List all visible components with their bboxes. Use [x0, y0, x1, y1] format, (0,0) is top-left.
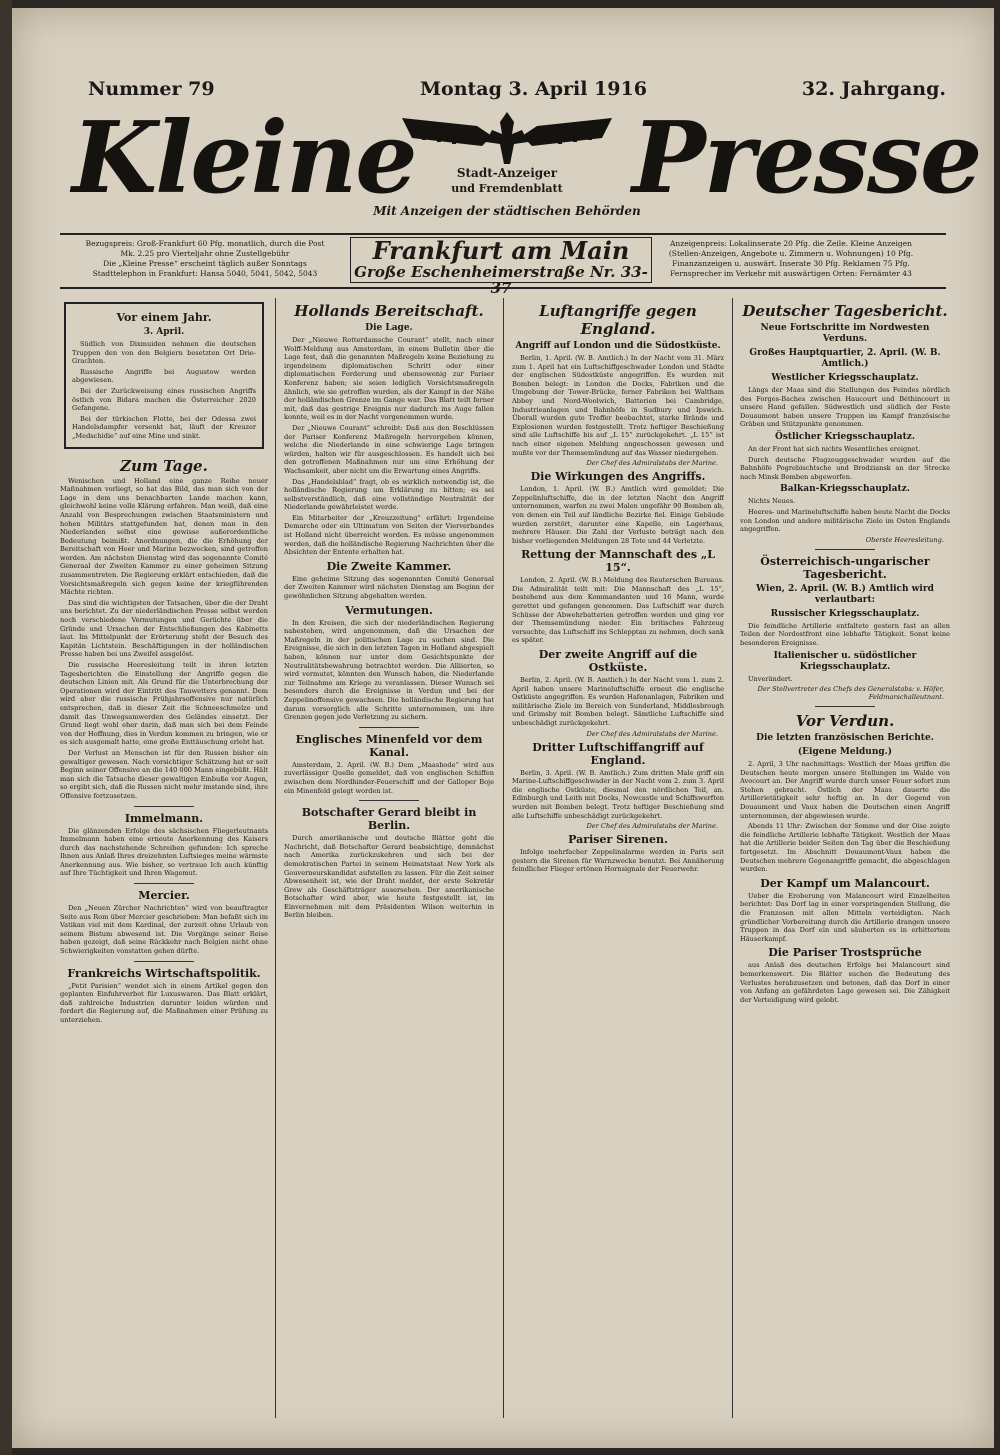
article-subheadline: Neue Fortschritte im Nordwesten Verduns. [760, 323, 930, 344]
info-bar [60, 233, 946, 297]
article-headline: Mercier. [138, 889, 190, 903]
article-headline: Die Zweite Kammer. [326, 559, 452, 573]
article-paragraph: Der Verlust an Menschen ist für den Russen bisher ein gewaltiger gewesen. Nach vorsichtiger Schätzung hat er seit Beginn seiner Offensive an die 140 000 Mann eingebüßt. Hält man sich die Tatsache dieser gewaltigen Einbuße vor Augen, so ergibt sich, daß die Russen nicht mehr imstande sind, ihre Offensive fortzusetzen. [60, 748, 268, 800]
masthead [72, 101, 981, 222]
year-ago-date: 3. April. [143, 327, 185, 337]
article-headline: Die Wirkungen des Angriffs. [530, 470, 706, 484]
article-paragraph: In den Kreisen, die sich der niederländischen Regierung nahestehen, wird angenommen, daß die Ursachen der Maßregeln in der politischen Lage zu suchen sind. Die Ereignisse, die sich in den letzten Tagen in Holland abgespielt haben, können nur unter dem Gesichtspunkte der Neutralitätsbewahrung betrachtet werden. Die Alliierten, so wird vermutet, könnten den Wunsch haben, die Niederlande zur Teilnahme am Kriege zu veranlassen. Dieser Wunsch sei besonders durch die Ereignisse in Verdun und bei der Zeppelinoffensive gewachsen. Die holländische Regierung hat darum vorsorglich alle Schritte unternommen, um ihre Grenzen gegen jede Verletzung zu sichern. [284, 618, 494, 722]
article-paragraph: Die feindliche Artillerie entfaltete gestern fast an allen Teilen der Nordostfront eine lebhafte Tätigkeit. Sonst keine besonderen Ereignisse. [740, 621, 950, 647]
column-2 [284, 298, 494, 1428]
section-divider [134, 806, 194, 807]
issue-date: Montag 3. April 1916 [420, 78, 647, 100]
advertising-line: Finanzanzeigen u. auswärt. Inserate 30 Pfg. Reklamen 75 Pfg. [672, 259, 910, 268]
column-rule [732, 298, 733, 1418]
city-name: Frankfurt am Main [372, 236, 630, 265]
article-paragraph: Berlin, 2. April. (W. B. Amtlich.) In der Nacht vom 1. zum 2. April haben unsere Marineluftschiffe erneut die englische Ostküste angegriffen. Es wurden Hafenanlagen, Fabriken und militärische Ziele im Bereich von Sunderland, Middlesbrough und Grimsby mit Bomben belegt. Sämtliche Luftschiffe sind unbeschädigt zurückgekehrt. [512, 676, 724, 727]
column-3 [512, 298, 724, 1428]
eagle-emblem-icon [382, 108, 632, 168]
article-subheadline: Die letzten französischen Berichte. [756, 733, 934, 744]
article-paragraph: Unverändert. [748, 674, 793, 683]
masthead-subtitle-3: Mit Anzeigen der städtischen Behörden [373, 204, 641, 218]
article-signature: Der Chef des Admiralstabs der Marine. [586, 822, 718, 831]
year-ago-paragraph: Bei der Zurückweisung eines russischen Angriffs östlich von Bidara machen die Österreicher 2020 Gefangene. [72, 386, 256, 413]
column-4 [740, 298, 950, 1428]
masthead-title-right: Presse [632, 101, 981, 216]
advertising-line: Fernsprecher im Verkehr mit auswärtigen Orten: Fernämter 43 [670, 269, 912, 278]
article-paragraph: „Petit Parisien“ wendet sich in einem Artikel gegen den geplanten Einfuhrverbot für Luxuswaren. Das Blatt erklärt, daß zahlreiche Industrien darunter leiden würden und fordert die Regierung auf, die Maßnahmen einer Prüfung zu unterziehen. [60, 981, 268, 1024]
article-signature: Der Chef des Admiralstabs der Marine. [586, 459, 718, 468]
subscription-line: Stadttelephon in Frankfurt: Hansa 5040, 5041, 5042, 5043 [92, 269, 318, 278]
article-headline: Botschafter Gerard bleibt in Berlin. [301, 806, 477, 833]
article-headline: Rettung der Mannschaft des „L 15“. [521, 548, 715, 575]
theater-heading: Östlicher Kriegsschauplatz. [774, 431, 915, 442]
article-signature: Der Chef des Admiralstabs der Marine. [586, 729, 718, 738]
theater-heading: Italienischer u. südöstlicher Kriegsschauplatz. [773, 650, 917, 672]
article-paragraph: Abends 11 Uhr: Zwischen der Somme und der Oise zeigte die feindliche Artillerie lebhafte Tätigkeit. Westlich der Maas hat die Artillerie beider Seiten den Tag über die Beschießung fortgesetzt. Im Abschnitt Douaumont-Vaux haben die Deutschen mehrere Gegenangriffe gemacht, die abgeschlagen wurden. [740, 822, 950, 874]
article-headline: Österreichisch-ungarischer Tagesbericht. [760, 554, 930, 581]
article-paragraph: Infolge mehrfacher Zeppelinalarme werden in Paris seit gestern die Sirenen für Warnzwecke benutzt. Bei Annäherung feindlicher Flieger ertönen Hornsignale der Feuerwehr. [512, 848, 724, 874]
article-paragraph: Ein Mitarbeiter der „Kreuzzeitung“ erfährt: Irgendeine Demarche oder ein Ultimatum von Seiten der Vierverbandes ist Holland nicht überreicht worden. Es müsse angenommen werden, daß die holländische Regierung Nachrichten über die Absichten der Entente erhalten hat. [284, 513, 494, 557]
article-paragraph: Berlin, 1. April. (W. B. Amtlich.) In der Nacht vom 31. März zum 1. April hat ein Luftschiffgeschwader London und Städte der englischen Südostküste angegriffen. Es wurden mit Bomben belegt: in London die Docks, Fabriken und die Umgebung der Tower-Brücke, ferner Fabriken bei Waltham Abbey und Nord-Woolwich, Batterien bei Cambridge, Industrieanlagen und Bahnhöfe in Sudbury und Ipswich. Überall wurden gute Treffer beobachtet, starke Brände und Explosionen wurden festgestellt. Trotz heftiger Beschießung sind alle Luftschiffe bis auf „L 15“ zurückgekehrt. „L 15“ ist nach einer eigenen Meldung angeschossen gewesen und mußte vor der Themsemündung auf das Wasser niedergehen. [512, 354, 724, 457]
year-ago-paragraph: Russische Angriffe bei Augustow werden abgewiesen. [72, 367, 256, 385]
column-rule [503, 298, 504, 1418]
article-dateline: Großes Hauptquartier, 2. April. (W. B. Amtlich.) [749, 348, 941, 369]
article-dateline: Wien, 2. April. (W. B.) Amtlich wird verlautbart: [756, 583, 934, 605]
article-paragraph: An der Front hat sich nichts Wesentliches ereignet. [748, 444, 921, 453]
subscription-info [70, 239, 340, 279]
masthead-subtitle-2: und Fremdenblatt [451, 182, 563, 195]
masthead-title-left: Kleine [72, 101, 416, 216]
publisher-address: Große Eschenheimerstraße Nr. 33-37 [354, 263, 648, 297]
page-edge-shadow [0, 0, 12, 1455]
article-subheadline: Angriff auf London und die Südostküste. [515, 341, 721, 351]
article-signature: Oberste Heeresleitung. [865, 535, 944, 544]
issue-number: Nummer 79 [88, 78, 215, 100]
volume-year: 32. Jahrgang. [801, 78, 946, 100]
masthead-emblem [373, 108, 641, 218]
article-headline: Vor Verdun. [795, 712, 895, 731]
article-paragraph: Der „Nieuwe Courant“ schreibt: Daß aus den Beschlüssen der Pariser Konferenz Maßregeln hervorgehen können, welche die Niederlande in eine schwierige Lage bringen würden, halten wir für ausgeschlossen. Es handelt sich bei den getroffenen Maßnahmen nur um eine Erhöhung der Wachsamkeit, aber nicht um die Erwartung eines Angriffs. [284, 423, 494, 475]
article-paragraph: Berlin, 3. April. (W. B. Amtlich.) Zum dritten Male griff ein Marine-Luftschiffgeschwader in der Nacht vom 2. zum 3. April die englische Ostküste, diesmal den nördlichen Teil, an. Edinburgh und Leith mit Docks, Newcastle und Schiffswerften wurden mit Bomben belegt. Trotz heftiger Beschießung sind alle Luftschiffe unbeschädigt zurückgekehrt. [512, 768, 724, 820]
section-divider [359, 727, 419, 728]
article-paragraph: Das „Handelsblad“ fragt, ob es wirklich notwendig ist, die holländische Regierung um Erklärung zu bitten; es sei selbstverständlich, daß eine vollständige Neutralität der Niederlande gewährleistet werde. [284, 477, 494, 512]
article-subheadline: Die Lage. [365, 323, 413, 333]
article-paragraph: Eine geheime Sitzung des sogenannten Comité Generaal der Zweiten Kammer wird nächsten Dienstag am Beginn der gewöhnlichen Sitzung abgehalten werden. [284, 574, 494, 601]
article-headline: Luftangriffe gegen England. [539, 302, 697, 338]
article-note: (Eigene Meldung.) [797, 747, 893, 758]
article-headline: Die Pariser Trostsprüche [768, 946, 922, 960]
advertising-info [646, 239, 936, 279]
article-headline: Zum Tage. [120, 456, 208, 475]
article-headline: Deutscher Tagesbericht. [742, 302, 948, 320]
article-headline: Der zweite Angriff auf die Ostküste. [538, 648, 698, 675]
publisher-box [350, 236, 652, 297]
article-columns [60, 298, 950, 1428]
article-paragraph: Wenischen und Holland eine ganze Reihe neuer Maßnahmen vorliegt, so hat das Bild, das man sich von der Lage in dem uns benachbarten Lande machen kann, gleichwohl keine volle Klärung erfahren. Man weiß, daß eine Anzahl von Besprechungen zwischen Staatsministern und hohen Militärs stattgefunden hat, denen man in den Niederlanden selbst eine gewisse außerordentliche Bedeutung beimißt. Anordnungen, die die Erhöhung der Bereitschaft von Heer und Marine bezwecken, sind getroffen worden. Am nächsten Dienstag wird das sogenannte Comité Generaal der Zweiten Kammer zu einer geheimen Sitzung zusammentreten. Die Regierung erklärt entschieden, daß die Vorsichtsmaßregeln sich gegen keine der kriegführenden Mächte richten. [60, 476, 268, 597]
article-paragraph: Durch deutsche Flugzeuggeschwader wurden auf die Bahnhöfe Pogrebischtsche und Brodziansk an der Strecke nach Minsk Bomben abgeworfen. [740, 455, 950, 481]
article-headline: Frankreichs Wirtschaftspolitik. [67, 966, 261, 980]
article-headline: Der Kampf um Malancourt. [760, 876, 930, 890]
article-paragraph: aus Anlaß des deutschen Erfolgs bei Malancourt sind bemerkenswert. Die Blätter suchen die Bedeutung des Verlustes herabzusetzen und betonen, daß das Dorf in einer von Anfang an gefährdeten Lage gewesen sei. Die Zähigkeit der Verteidigung wird gelobt. [740, 961, 950, 1004]
advertising-line: (Stellen-Anzeigen, Angebote u. Zimmern u. Wohnungen) 10 Pfg. [668, 249, 914, 258]
column-rule [275, 298, 276, 1418]
article-paragraph: Die russische Heeresleitung teilt in ihren letzten Tagesberichten die Einstellung der Angriffe gegen die deutschen Linien mit. Als Grund für die Unterbrechung der Operationen wird der Eintritt des Tauwetters genannt. Dem wird aber die russische Frühjahrsoffensive nur natürlich entsprechen, daß in dieser Zeit die Schneeschmelze und damit das Unwegsamwerden des Geländes einsetzt. Der Grund liegt wohl eher darin, daß man sich bei dem Feinde von der Hoffnung, dies in Verdun kommen zu bringen, wie er es sich ausgemalt hatte, eine große Enttäuschung erlebt hat. [60, 661, 268, 747]
section-divider [134, 961, 194, 962]
article-paragraph: Heeres- und Marineluftschiffe haben heute Nacht die Docks von London und andere militärische Ziele im Osten Englands angegriffen. [740, 507, 950, 534]
article-paragraph: Der „Nieuwe Rotterdamsche Courant“ stellt, nach einer Wolff-Meldung aus Amsterdam, in einem Bulletin über die Lage fest, daß die genannten Maßregeln keine Beziehung zu irgendeinem diplomatischen Schritt oder einer diplomatischen Forderung und ebensowenig zur Pariser Konferenz haben; sie seien lediglich Vorsichtsmaßregeln ähnlich, wie sie getroffen wurden, als der Kampf in der Nähe der holländischen Grenze im Gange war. Das Blatt teilt ferner mit, daß das gestrige Ereignis nur dadurch ins Auge fallen konnte, weil es in der Nacht vorgenommen wurde. [284, 336, 494, 422]
column-1 [60, 298, 268, 1428]
article-headline: Vermutungen. [345, 603, 433, 617]
article-paragraph: Nichts Neues. [748, 497, 796, 506]
year-ago-box [64, 302, 264, 449]
article-headline: Dritter Luftschiffangriff auf England. [532, 740, 704, 767]
year-ago-paragraph: Bei der türkischen Flotte, bei der Odessa zwei Handelsdampfer versenkt hat, läuft der Kreuzer „Medschidie“ auf eine Mine und sinkt. [72, 414, 256, 440]
subscription-line: Die „Kleine Presse“ erscheint täglich außer Sonntags [103, 259, 307, 268]
article-paragraph: Längs der Maas sind die Stellungen des Feindes nördlich des Forges-Baches zwischen Haucourt und Béthincourt in unsere Hand gefallen. Südwestlich und südlich der Feste Douaumont haben unsere Truppen im Kampf französische Gräben und Stützpunkte genommen. [740, 386, 950, 429]
article-paragraph: Die glänzenden Erfolge des sächsischen Fliegerleutnants Immelmann haben eine erneute Anerkennung des Kaisers durch das nachstehende Schreiben gefunden: Ich spreche Ihnen aus Anlaß Ihres dreizehnten Luftsieges meine wärmste Anerkennung aus. Wie bisher, so vertraue Ich auch künftig auf Ihre Tüchtigkeit und Ihren Wagemut. [60, 826, 268, 878]
theater-heading: Balkan-Kriegsschauplatz. [780, 484, 910, 495]
article-headline: Pariser Sirenen. [568, 833, 668, 847]
article-paragraph: Ueber die Eroberung von Malancourt wird Einzelheiten berichtet: Das Dorf lag in einer vorspringenden Stellung, die die Franzosen mit allen Mitteln verteidigten. Nach gründlicher Vorbereitung durch die Artillerie drangen unsere Truppen in das Dorf ein und säuberten es in erbittertem Häuserkampf. [740, 891, 950, 943]
subscription-line: Bezugspreis: Groß-Frankfurt 60 Pfg. monatlich, durch die Post [85, 239, 325, 248]
theater-heading: Russischer Kriegsschauplatz. [770, 608, 920, 619]
advertising-line: Anzeigenpreis: Lokalinserate 20 Pfg. die Zeile. Kleine Anzeigen [670, 239, 912, 248]
section-divider [815, 549, 875, 550]
article-headline: Immelmann. [124, 811, 204, 825]
article-headline: Englisches Minenfeld vor dem Kanal. [295, 732, 483, 759]
article-headline: Hollands Bereitschaft. [294, 302, 484, 320]
section-divider [815, 706, 875, 707]
article-paragraph: Amsterdam, 2. April. (W. B.) Dem „Maasbode“ wird aus zuverlässiger Quelle gemeldet, daß von englischen Schiffen zwischen dem Nordhinder-Feuerschiff und der Galloper Boje ein Minenfeld gelegt worden ist. [284, 760, 494, 795]
year-ago-title: Vor einem Jahr. [116, 311, 212, 324]
article-paragraph: London, 2. April. (W. B.) Meldung des Reuterschen Bureaus. Die Admiralität teilt mit: Die Mannschaft des „L 15“, bestehend aus dem Kommandanten und 16 Mann, wurde gerettet und gefangen genommen. Das Luftschiff war durch Schüsse der Abwehrbatterien getroffen worden und ging vor der Themsemündung nieder. Ein britisches Fahrzeug versuchte, das Luftschiff ins Schlepptau zu nehmen, doch sank es später. [512, 576, 724, 645]
year-ago-paragraph: Südlich von Dixmuiden nehmen die deutschen Truppen den von den Belgiern besetzten Ort Drie-Grachten. [72, 340, 256, 366]
theater-heading: Westlicher Kriegsschauplatz. [771, 373, 919, 383]
section-divider [359, 800, 419, 801]
article-paragraph: Das sind die wichtigsten der Tatsachen, über die der Draht uns berichtet. Zu der niederländischen Presse selbst werden noch verschiedene Vermutungen und Gerüchte über die Gründe und Ursachen der Entschließungen des Kabinetts laut. Im Mittelpunkt der Erörterung steht der Besuch des Kapitän Lichtstein. Beschäftigungen in der holländischen Presse haben bei uns Zweifel ausgelöst. [60, 598, 268, 659]
article-paragraph: London, 1. April. (W. B.) Amtlich wird gemeldet: Die Zeppelinluftschiffe, die in der letzten Nacht den Angriff unternommen, warfen zu zwei Malen ungefähr 90 Bomben ab, von denen ein Teil auf ländliche Bezirke fiel. Einige Gebäude wurden zerstört, darunter eine Kapelle, ein Lagerhaus, mehrere Häuser. Die Zahl der Verluste beträgt nach den bisher vorliegenden Meldungen 28 Tote und 44 Verletzte. [512, 485, 724, 545]
article-paragraph: 2. April, 3 Uhr nachmittags: Westlich der Maas griffen die Deutschen heute morgen unsere Stellungen im Walde von Avocourt an. Der Angriff wurde durch unser Feuer sofort zum Stehen gebracht. Östlich der Maas dauerte die Artillerietätigkeit sehr heftig an. In der Gegend von Douaumont und Vaux haben die Deutschen einen Angriff unternommen, der abgewiesen wurde. [740, 760, 950, 820]
section-divider [134, 883, 194, 884]
subscription-line: Mk. 2.25 pro Vierteljahr ohne Zustellgebühr [120, 249, 290, 258]
newspaper-page [12, 8, 994, 1448]
article-paragraph: Den „Neuen Zürcher Nachrichten“ wird von beauftragter Seite aus Rom über Mercier geschrieben: Man befaßt sich im Vatikan viel mit dem Kardinal, der zurzeit ohne Urlaub von seinem Bistum abwesend ist. Die Vorgänge seiner Reise haben gezeigt, daß seine Rückkehr nach Belgien nicht ohne Schwierigkeiten vonstatten gehen dürfte. [60, 904, 268, 956]
masthead-subtitle-1: Stadt-Anzeiger [456, 166, 558, 180]
article-signature: Der Stellvertreter des Chefs des Generalstabs: v. Höfer, Feldmarschalleutnant. [757, 685, 944, 702]
article-paragraph: Durch amerikanische und deutsche Blätter geht die Nachricht, daß Botschafter Gerard beabsichtige, demnächst nach Amerika zurückzukehren und sich bei der demokratischen Partei in seinem Heimatstaat New York als Gouverneurskandidat aufstellen zu lassen. Für die Zeit seiner Abwesenheit ist, wie der Draht meldet, der erste Sekretär Grew als Geschäftsträger ausersehen. Der amerikanische Botschafter wird aber, wie heute festgestellt ist, im Einvernehmen mit dem Präsidenten Wilson weiterhin in Berlin bleiben. [284, 834, 494, 920]
